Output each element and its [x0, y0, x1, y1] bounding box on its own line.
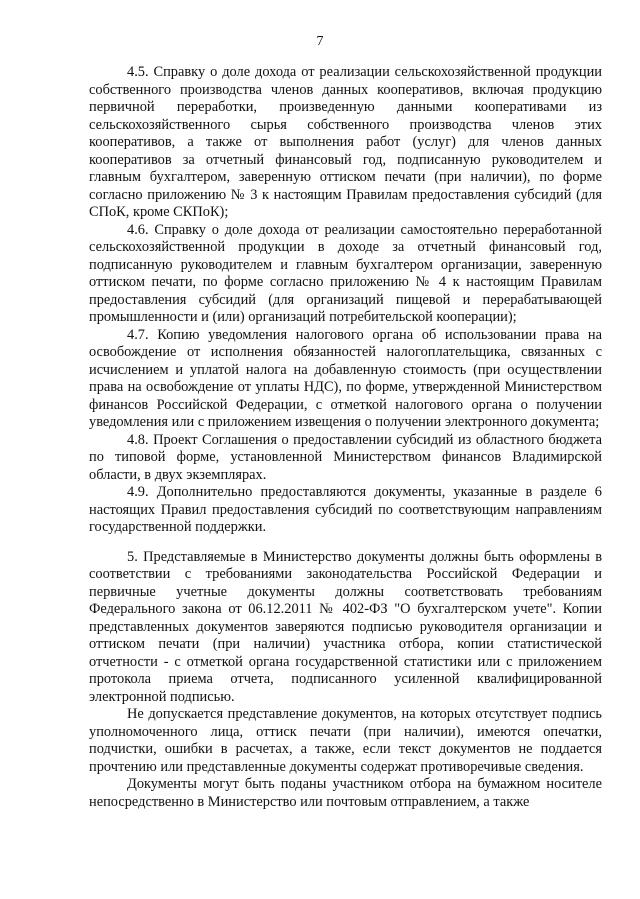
paragraph-4-8: 4.8. Проект Соглашения о предоставлении субсидий из областного бюджета по типовой форме, установленной Министерством финансов Владимирской области, в двух экземплярах.: [89, 431, 602, 483]
paragraph-submission-methods: Документы могут быть поданы участником отбора на бумажном носителе непосредственно в Министерство или почтовым отправлением, а также: [89, 776, 602, 810]
document-body: [89, 64, 602, 811]
paragraph-4-5: 4.5. Справку о доле дохода от реализации сельскохозяйственной продукции собственного производства членов данных кооперативов, включая продукцию первичной переработки, произведенную данными кооперативами из сельскохозяйственного сырья собственного производства членов этих кооперативов, а также от выполнения работ (услуг) для членов данных кооперативов за отчетный финансовый год, подписанную руководителем и главным бухгалтером, заверенную оттиском печати (при наличии), по форме согласно приложению № 3 к настоящим Правилам предоставления субсидий (для СПоК, кроме СКПоК);: [89, 64, 602, 220]
paragraph-4-6: 4.6. Справку о доле дохода от реализации самостоятельно переработанной сельскохозяйственной продукции в доходе за отчетный финансовый год, подписанную руководителем и главным бухгалтером организации, заверенную оттиском печати, по форме согласно приложению № 4 к настоящим Правилам предоставления субсидий (для организаций пищевой и перерабатывающей промышленности и (или) организаций потребительской кооперации);: [89, 221, 602, 325]
paragraph-4-9: 4.9. Дополнительно предоставляются документы, указанные в разделе 6 настоящих Правил предоставления субсидий по соответствующим направлениям государственной поддержки.: [89, 484, 602, 535]
page-number: 7: [316, 34, 324, 49]
paragraph-document-restrictions: Не допускается представление документов, на которых отсутствует подпись уполномоченного лица, оттиск печати (при наличии), имеются опечатки, подчистки, ошибки в расчетах, а также, если текст документов не поддается прочтению или представленные документы содержат противоречивые сведения.: [89, 706, 602, 775]
paragraph-5: 5. Представляемые в Министерство документы должны быть оформлены в соответствии с требованиями законодательства Российской Федерации и первичные учетные документы должны соответствовать требованиям Федерального закона от 06.12.2011 № 402-ФЗ "О бухгалтерском учете". Копии представленных документов заверяются подписью руководителя организации и оттиском печати (при наличии) участника отбора, копии статистической отчетности - с отметкой органа государственной статистики или с приложением протокола приема отчета, подписанного усиленной квалифицированной электронной подписью.: [89, 548, 602, 705]
paragraph-4-7: 4.7. Копию уведомления налогового органа об использовании права на освобождение от исполнения обязанностей налогоплательщика, связанных с исчислением и уплатой налога на добавленную стоимость (при осуществлении права на освобождение от уплаты НДС), по форме, утвержденной Министерством финансов Российской Федерации, с отметкой налогового органа о получении уведомления или с приложением извещения о получении электронного документа;: [89, 326, 602, 430]
